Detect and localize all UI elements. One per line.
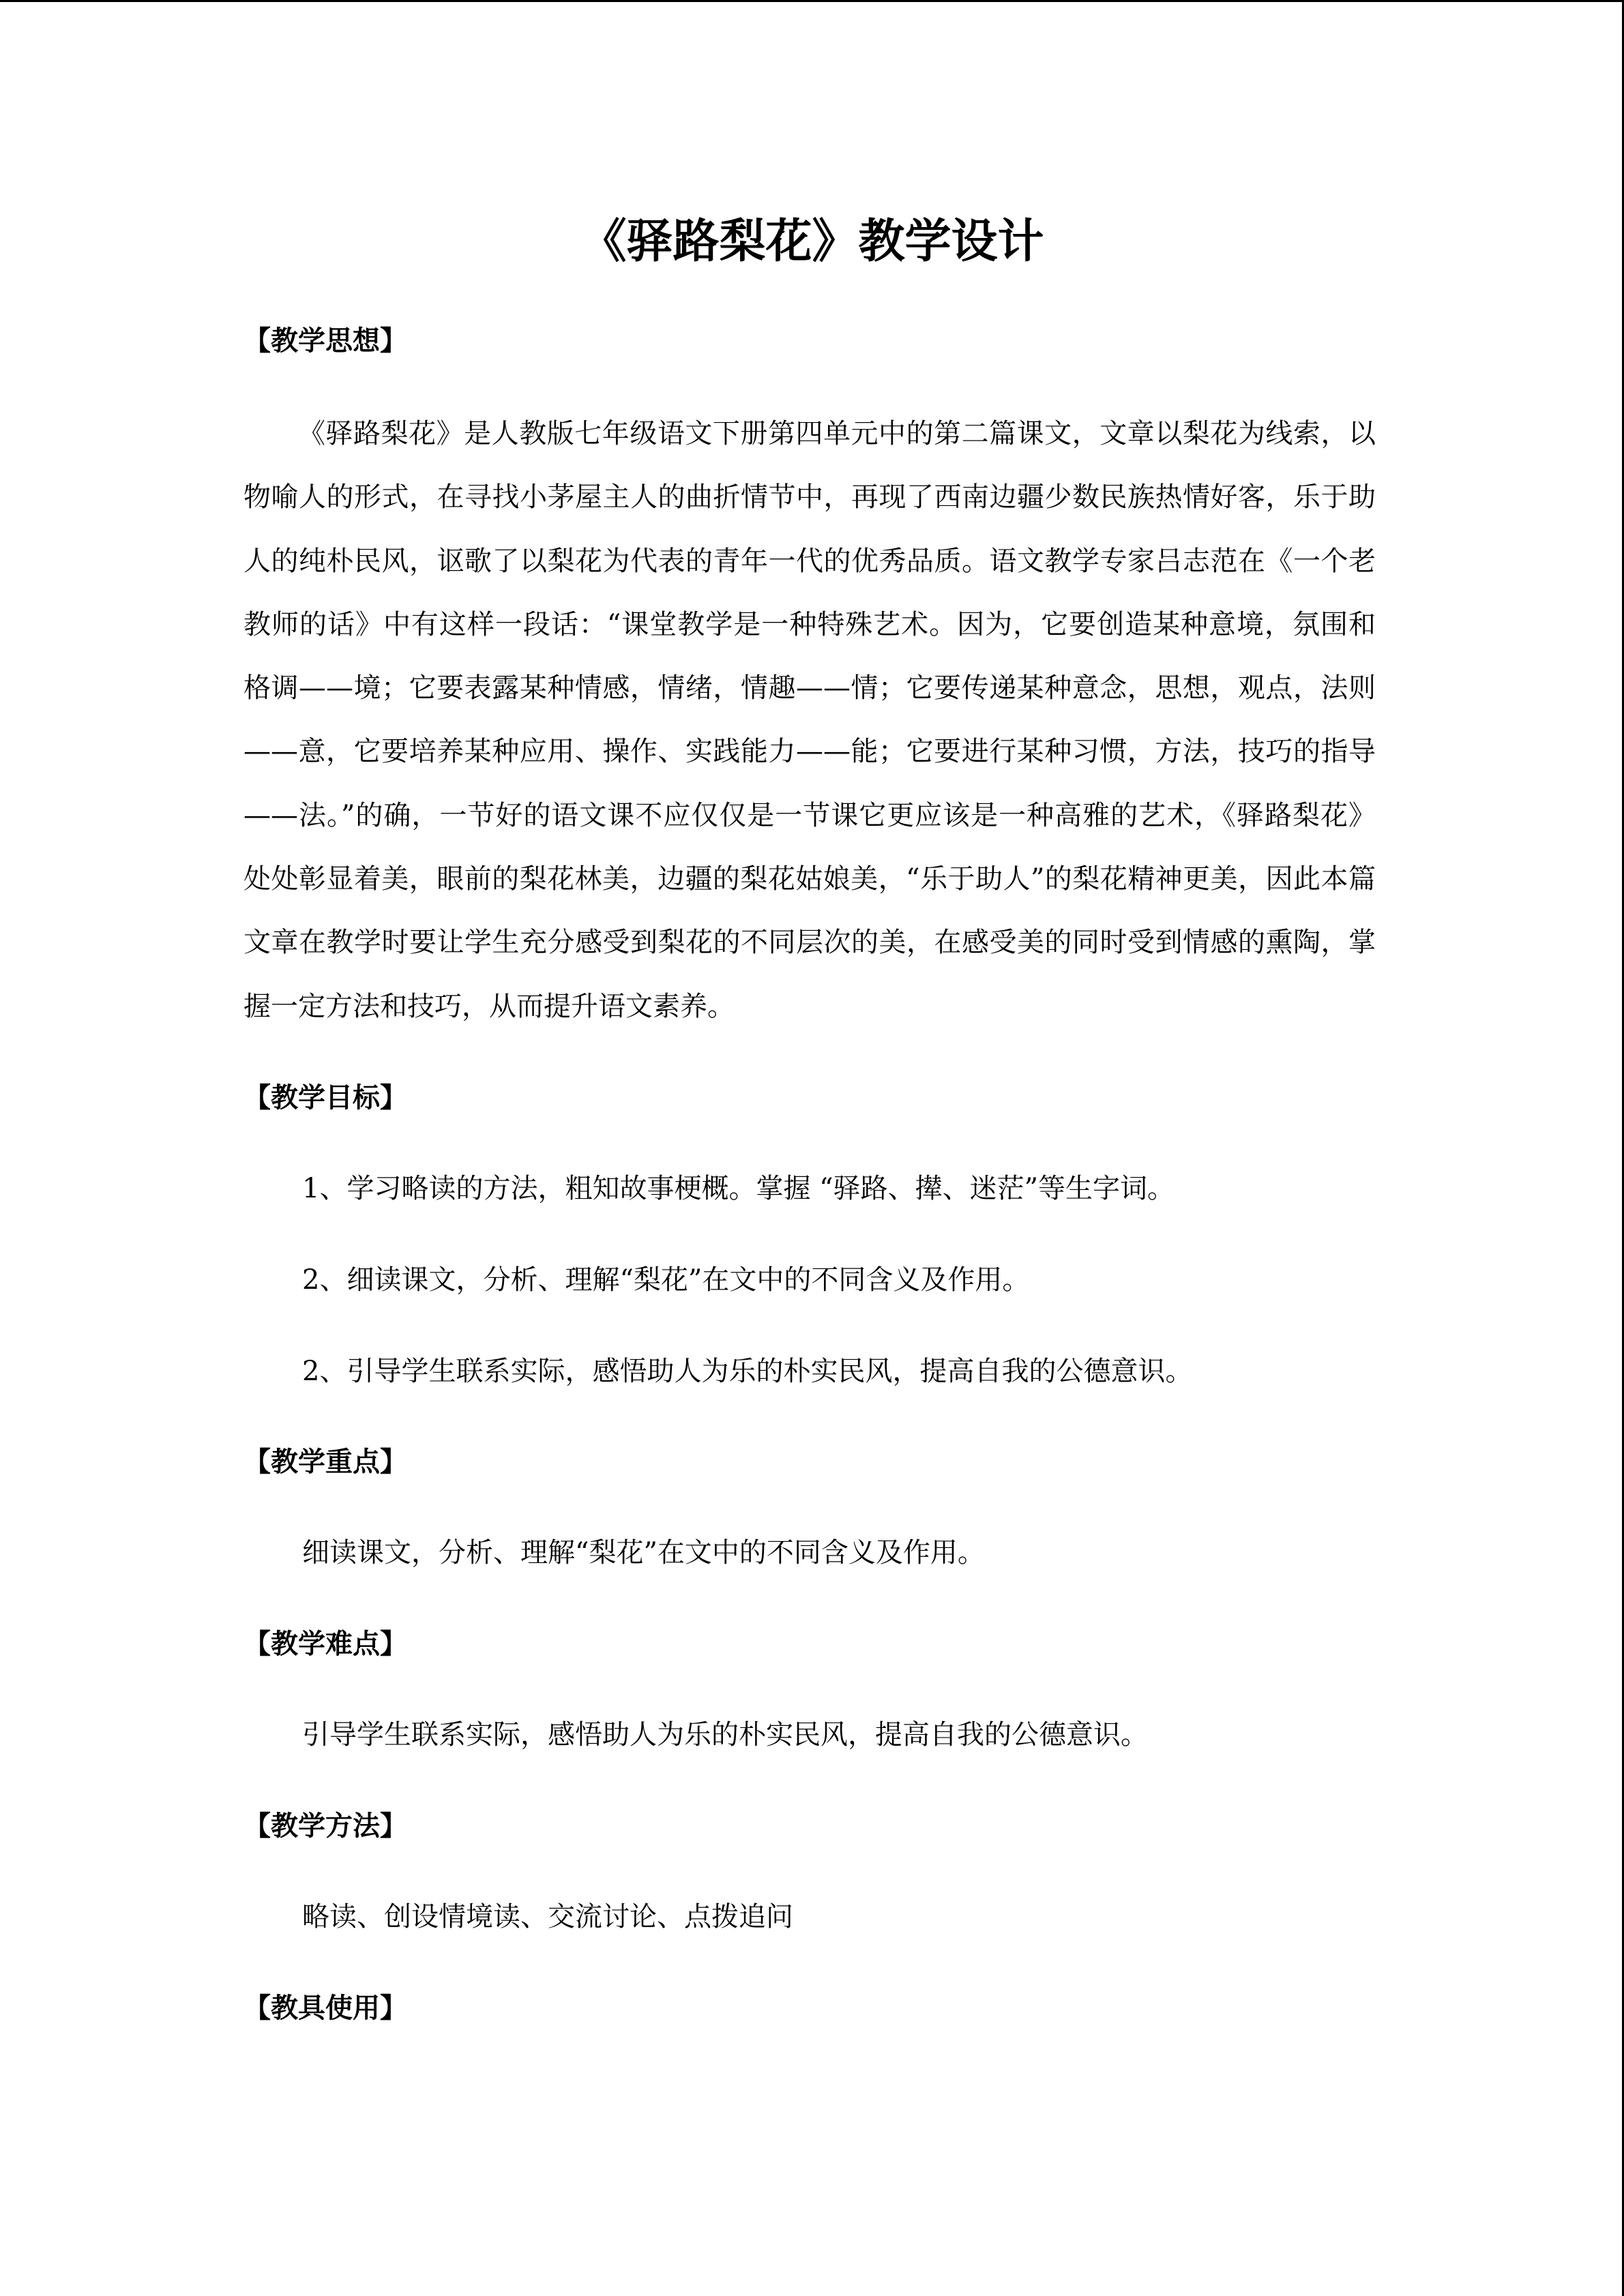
difficulties-text: 引导学生联系实际，感悟助人为乐的朴实民风，提高自我的公德意识。	[302, 1719, 1148, 1750]
document-title: 《驿路梨花》教学设计	[580, 215, 1044, 269]
goal-item-3: 2、引导学生联系实际，感悟助人为乐的朴实民风，提高自我的公德意识。	[302, 1356, 1193, 1387]
key-points-text: 细读课文，分析、理解“梨花”在文中的不同含义及作用。	[302, 1537, 985, 1568]
goal-item-2: 2、细读课文，分析、理解“梨花”在文中的不同含义及作用。	[302, 1264, 1030, 1296]
teaching-thought-paragraph: 《驿路梨花》是人教版七年级语文下册第四单元中的第二篇课文，文章以梨花为线索，以物喻人的形式，在寻找小茅屋主人的曲折情节中，再现了西南边疆少数民族热情好客，乐于助人的纯朴民风，讴歌了以梨花为代表的青年一代的优秀品质。语文教学专家吕志范在《一个老教师的话》中有这样一段话：“课堂教学是一种特殊艺术。因为，它要创造某种意境，氛围和格调——境；它要表露某种情感，情绪，情趣——情；它要传递某种意念，思想，观点，法则——意，它要培养某种应用、操作、实践能力——能；它要进行某种习惯，方法，技巧的指导——法。”的确，一节好的语文课不应仅仅是一节课它更应该是一种高雅的艺术，《驿路梨花》处处彰显着美，眼前的梨花林美，边疆的梨花姑娘美，“乐于助人”的梨花精神更美，因此本篇文章在教学时要让学生充分感受到梨花的不同层次的美，在感受美的同时受到情感的熏陶，掌握一定方法和技巧，从而提升语文素养。	[243, 418, 1376, 1022]
section-heading-difficulties: 【教学难点】	[243, 1628, 407, 1660]
section-heading-teaching-goals: 【教学目标】	[243, 1082, 407, 1114]
methods-text: 略读、创设情境读、交流讨论、点拨追问	[302, 1901, 793, 1933]
section-heading-teaching-thought: 【教学思想】	[243, 325, 407, 357]
section-heading-tools: 【教具使用】	[243, 1993, 407, 2024]
section-heading-methods: 【教学方法】	[243, 1810, 407, 1842]
goal-item-1: 1、学习略读的方法，粗知故事梗概。掌握 “驿路、撵、迷茫”等生字词。	[302, 1173, 1175, 1204]
section-heading-key-points: 【教学重点】	[243, 1446, 407, 1478]
